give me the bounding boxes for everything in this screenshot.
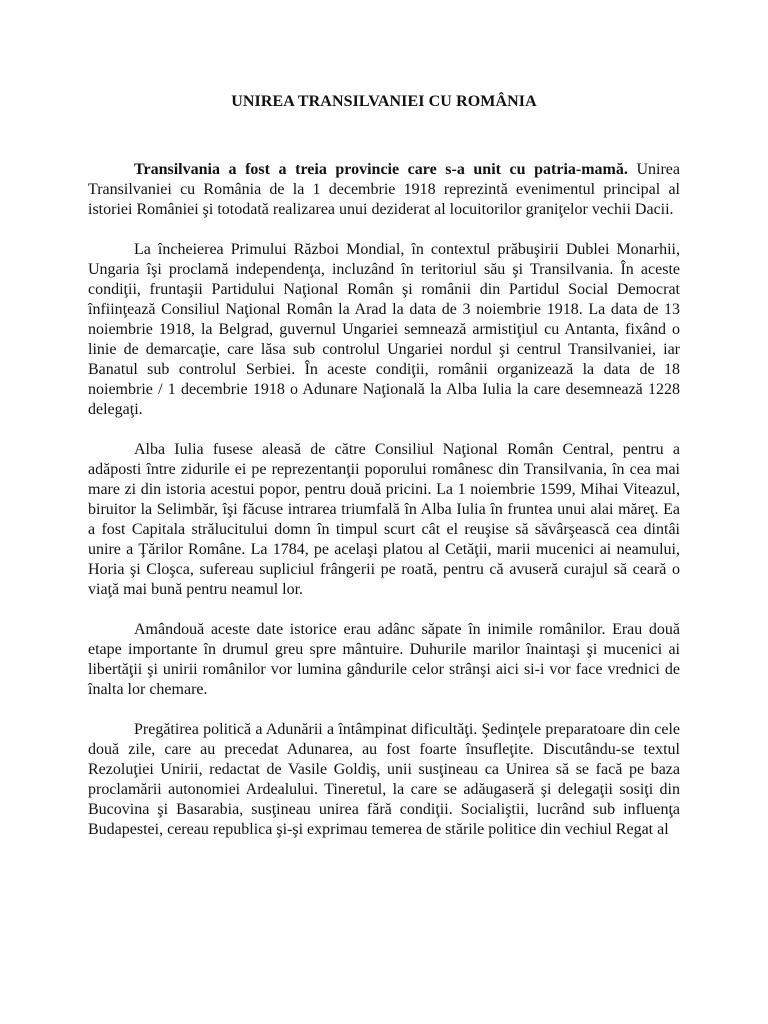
paragraph-1-text: Unirea Transilvaniei cu România de la 1 decembrie 1918 reprezintă evenimentul principal al istoriei României şi totodată realizarea unui deziderat al locuitorilor graniţelor vechii Dacii.	[88, 161, 680, 218]
paragraph-4: Amândouă aceste date istorice erau adânc săpate în inimile românilor. Erau două etape importante în drumul greu spre mântuire. Duhurile marilor înaintaşi şi mucenici ai libertăţii şi unirii românilor vor lumina gândurile celor strânşi aici si-i vor face vrednici de înalta lor chemare.	[88, 621, 680, 698]
paragraph-1	[88, 160, 680, 220]
paragraph-2: La încheierea Primului Război Mondial, în contextul prăbuşirii Dublei Monarhii, Ungaria îşi proclamă independenţa, incluzând în teritoriul său şi Transilvania. În aceste condiţii, fruntaşii Partidului Naţional Român şi românii din Partidul Social Democrat înfiinţează Consiliul Naţional Român la Arad la data de 3 noiembrie 1918. La data de 13 noiembrie 1918, la Belgrad, guvernul Ungariei semnează armistiţiul cu Antanta, fixând o linie de demarcaţie, care lăsa sub controlul Ungariei nordul şi centrul Transilvaniei, iar Banatul sub controlul Serbiei. În aceste condiţii, românii organizează la data de 18 noiembrie / 1 decembrie 1918 o Adunare Naţională la Alba Iulia la care desemnează 1228 delegaţi.	[88, 241, 680, 418]
paragraph-1-lead: Transilvania a fost a treia provincie care s-a unit cu patria-mamă.	[134, 161, 628, 178]
document-title: UNIREA TRANSILVANIEI CU ROMÂNIA	[231, 93, 537, 110]
paragraph-3: Alba Iulia fusese aleasă de către Consiliul Naţional Român Central, pentru a adăposti între zidurile ei pe reprezentanţii poporului românesc din Transilvania, în cea mai mare zi din istoria acestui popor, pentru două pricini. La 1 noiembrie 1599, Mihai Viteazul, biruitor la Selimbăr, îşi făcuse intrarea triumfală în Alba Iulia în fruntea unui alai măreţ. Ea a fost Capitala strălucitului domn în timpul scurt cât el reuşise să săvârşească cea dintâi unire a Ţărilor Române. La 1784, pe acelaşi platou al Cetăţii, marii mucenici ai neamului, Horia şi Cloşca, sufereau supliciul frângerii pe roată, pentru că avuseră curajul să ceară o viaţă mai bună pentru neamul lor.	[88, 441, 680, 598]
paragraph-5: Pregătirea politică a Adunării a întâmpinat dificultăţi. Şedinţele preparatoare din cele două zile, care au precedat Adunarea, au fost foarte însufleţite. Discutându-se textul Rezoluţiei Unirii, redactat de Vasile Goldiş, unii susţineau ca Unirea să se facă pe baza proclamării autonomiei Ardealului. Tineretul, la care se adăugaseră şi delegaţii sosiţi din Bucovina şi Basarabia, susţineau unirea fără condiţii. Socialiştii, lucrând sub influenţa Budapestei, cereau republica şi-şi exprimau temerea de stările politice din vechiul Regat al	[88, 721, 680, 838]
